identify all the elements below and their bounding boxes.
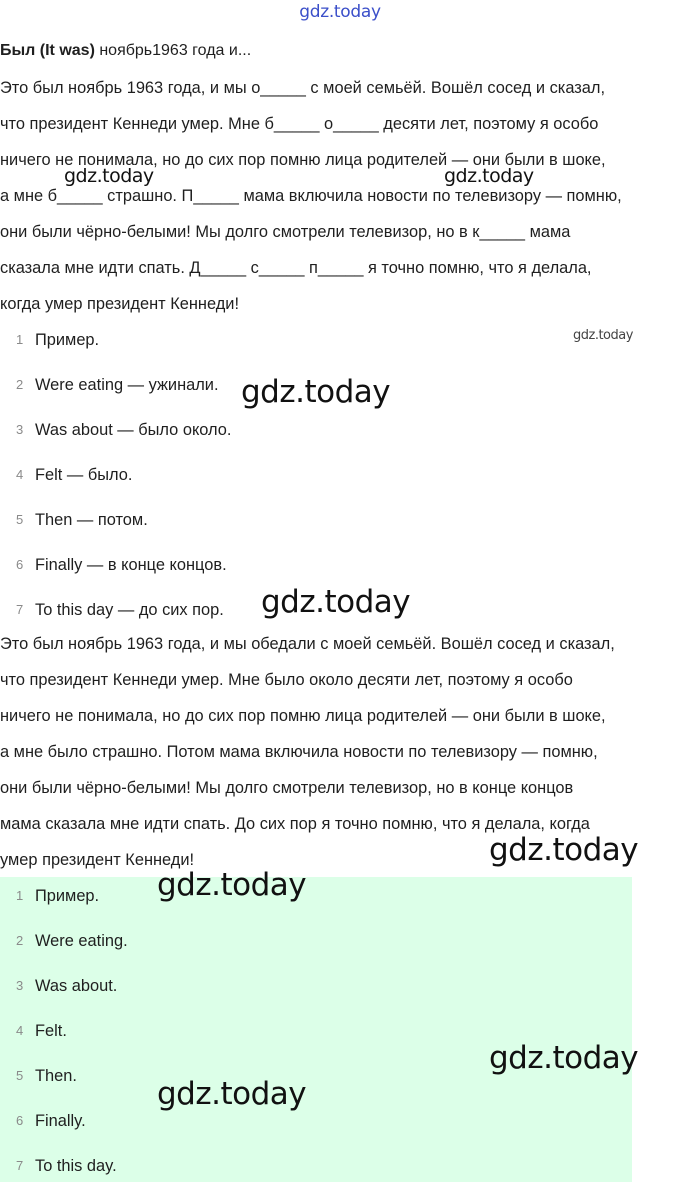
task-line: сказала мне идти спать. Д_____ с_____ п_____ я точно помню, что я делала, bbox=[0, 259, 592, 277]
completed-line: они были чёрно-белыми! Мы долго смотрели телевизор, но в конце концов bbox=[0, 779, 574, 797]
answer-text: Were eating. bbox=[35, 932, 128, 950]
item-text: To this day — до сих пор. bbox=[35, 601, 224, 619]
watermark: gdz.today bbox=[64, 165, 154, 187]
watermark: gdz.today bbox=[241, 374, 391, 410]
completed-line: Это был ноябрь 1963 года, и мы обедали с моей семьёй. Вошёл сосед и сказал, bbox=[0, 635, 615, 653]
item-number: 3 bbox=[16, 422, 24, 437]
answer-text: Then. bbox=[35, 1067, 77, 1085]
completed-line: умер президент Кеннеди! bbox=[0, 851, 195, 869]
task-text bbox=[0, 70, 676, 322]
watermark: gdz.today bbox=[489, 1040, 639, 1076]
list-item bbox=[0, 329, 632, 374]
heading-rest: ноябрь1963 года и... bbox=[94, 42, 252, 59]
task-line: а мне б_____ страшно. П_____ мама включила новости по телевизору — помню, bbox=[0, 187, 622, 205]
task-line: ничего не понимала, но до сих пор помню лица родителей — они были в шоке, bbox=[0, 151, 606, 169]
completed-line: ничего не понимала, но до сих пор помню лица родителей — они были в шоке, bbox=[0, 707, 606, 725]
watermark: gdz.today bbox=[489, 832, 639, 868]
answer-item bbox=[0, 885, 632, 930]
exercise-heading bbox=[0, 42, 251, 60]
item-number: 7 bbox=[16, 602, 24, 617]
item-text: Then — потом. bbox=[35, 511, 148, 529]
answer-number: 3 bbox=[16, 978, 24, 993]
answer-item bbox=[0, 975, 632, 1020]
answer-item bbox=[0, 1110, 632, 1155]
answer-number: 1 bbox=[16, 888, 24, 903]
item-text: Was about — было около. bbox=[35, 421, 232, 439]
task-line: они были чёрно-белыми! Мы долго смотрели телевизор, но в к_____ мама bbox=[0, 223, 571, 241]
watermark: gdz.today bbox=[261, 584, 411, 620]
answer-text: Пример. bbox=[35, 887, 100, 905]
watermark: gdz.today bbox=[444, 165, 534, 187]
answer-number: 5 bbox=[16, 1068, 24, 1083]
answer-text: Was about. bbox=[35, 977, 118, 995]
answer-number: 6 bbox=[16, 1113, 24, 1128]
answer-number: 7 bbox=[16, 1158, 24, 1173]
answer-number: 4 bbox=[16, 1023, 24, 1038]
answer-item bbox=[0, 1155, 632, 1200]
task-line: когда умер президент Кеннеди! bbox=[0, 295, 240, 313]
item-text: Felt — было. bbox=[35, 466, 133, 484]
list-item bbox=[0, 464, 632, 509]
completed-line: а мне было страшно. Потом мама включила новости по телевизору — помню, bbox=[0, 743, 598, 761]
item-number: 1 bbox=[16, 332, 24, 347]
watermark: gdz.today bbox=[157, 1076, 307, 1112]
watermark: gdz.today bbox=[573, 328, 633, 343]
item-text: Finally — в конце концов. bbox=[35, 556, 227, 574]
task-line: Это был ноябрь 1963 года, и мы о_____ с моей семьёй. Вошёл сосед и сказал, bbox=[0, 79, 606, 97]
item-number: 5 bbox=[16, 512, 24, 527]
watermark: gdz.today bbox=[157, 867, 307, 903]
answer-item bbox=[0, 930, 632, 975]
answer-number: 2 bbox=[16, 933, 24, 948]
item-text: Were eating — ужинали. bbox=[35, 376, 219, 394]
item-number: 2 bbox=[16, 377, 24, 392]
item-number: 6 bbox=[16, 557, 24, 572]
list-item bbox=[0, 419, 632, 464]
heading-bold: Был (It was) bbox=[0, 42, 95, 59]
task-line: что президент Кеннеди умер. Мне б_____ о_____ десяти лет, поэтому я особо bbox=[0, 115, 599, 133]
answer-text: Felt. bbox=[35, 1022, 67, 1040]
site-logo[interactable]: gdz.today bbox=[299, 2, 381, 22]
answer-text: Finally. bbox=[35, 1112, 86, 1130]
list-item bbox=[0, 509, 632, 554]
completed-line: мама сказала мне идти спать. До сих пор я точно помню, что я делала, когда bbox=[0, 815, 590, 833]
completed-line: что президент Кеннеди умер. Мне было около десяти лет, поэтому я особо bbox=[0, 671, 573, 689]
item-number: 4 bbox=[16, 467, 24, 482]
answer-text: To this day. bbox=[35, 1157, 117, 1175]
item-text: Пример. bbox=[35, 331, 100, 349]
